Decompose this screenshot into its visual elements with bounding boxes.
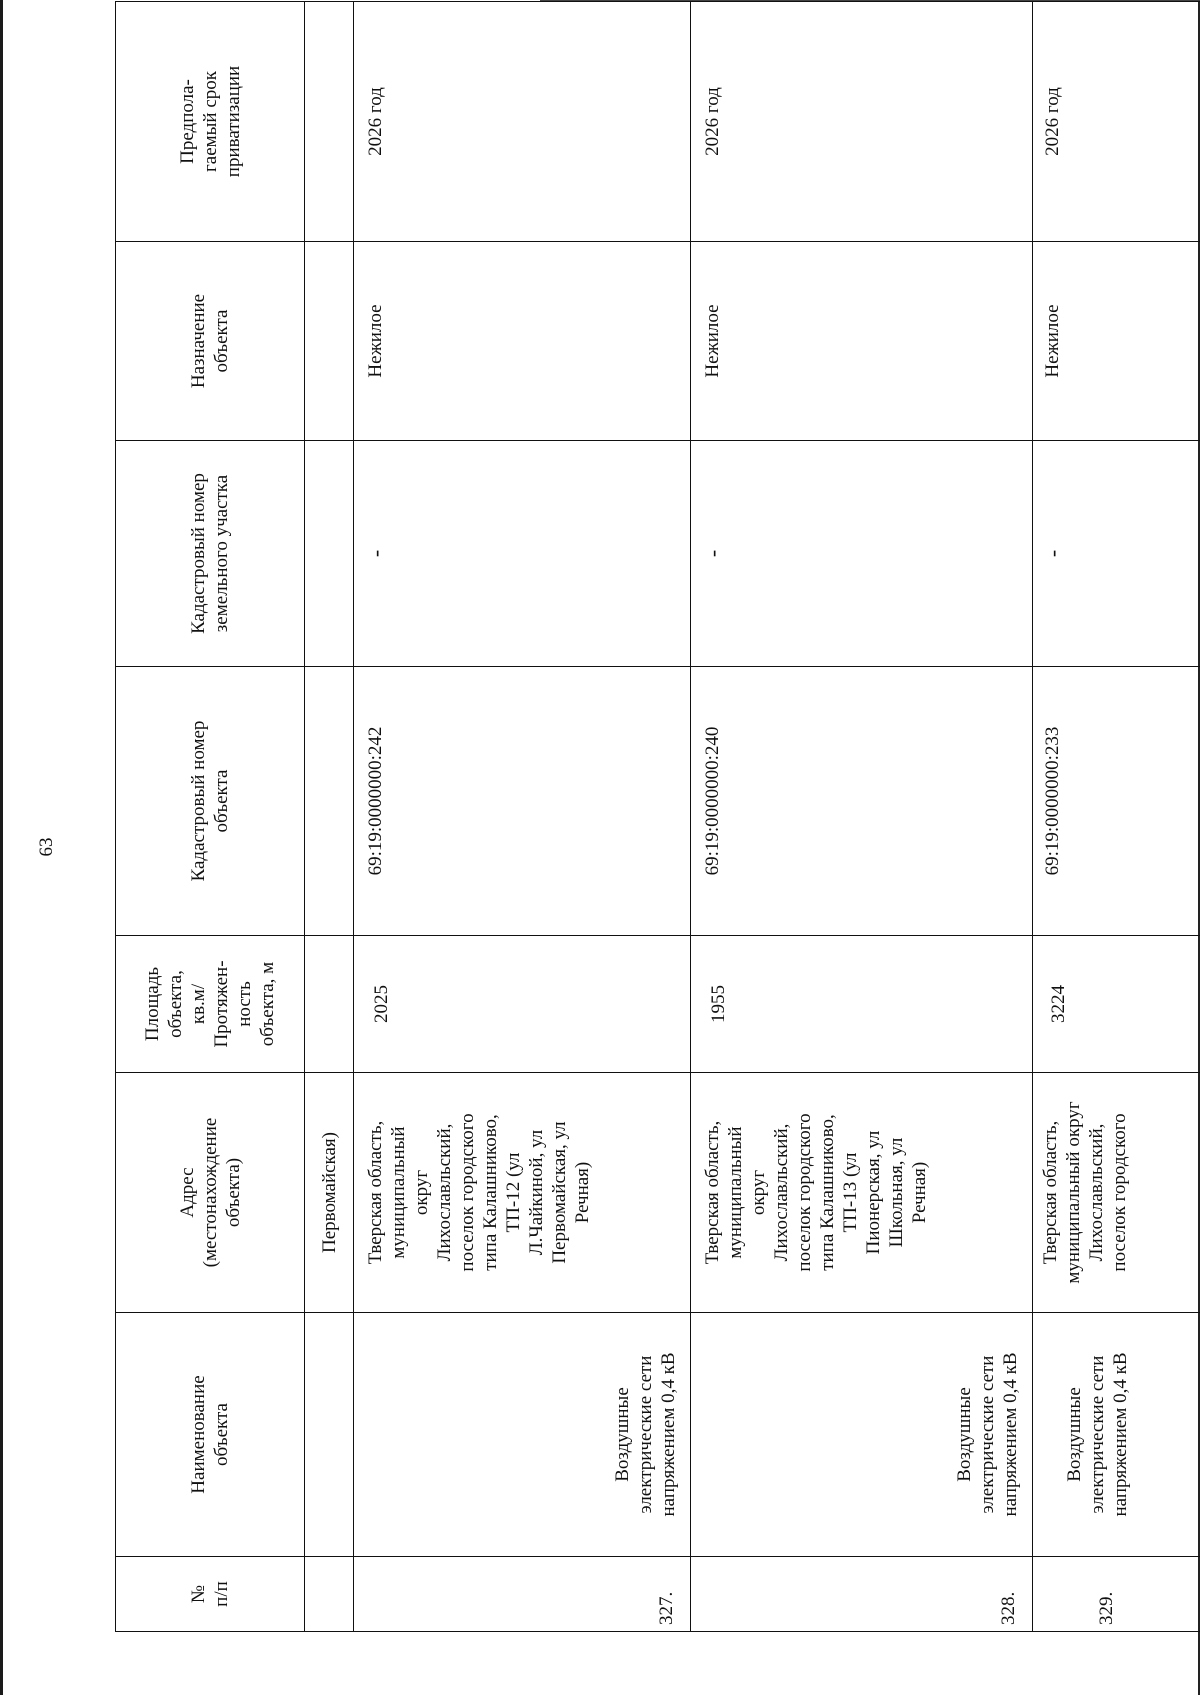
- row-area: 1955: [691, 936, 1033, 1073]
- row-term: 2026 год: [691, 2, 1033, 242]
- table-row: [691, 2, 1033, 1632]
- row-land-cadastral: -: [691, 441, 1033, 667]
- row-num: 329.: [1033, 1557, 1200, 1632]
- row-name: Воздушные электрические сети напряжением 0,4 кВ: [691, 1313, 1033, 1557]
- continuation-cell: [305, 1557, 354, 1632]
- row-term: 2026 год: [354, 2, 691, 242]
- header-name: Наименование объекта: [116, 1313, 305, 1557]
- header-term: Предпола- гаемый срок приватизации: [116, 2, 305, 242]
- continuation-cell: [305, 667, 354, 936]
- row-address: Тверская область, муниципальный округ Лихославльский, поселок городского типа Калашниково, ТП-12 (ул Л.Чайкиной, ул Первомайская, ул Речная): [354, 1073, 691, 1313]
- row-land-cadastral: -: [354, 441, 691, 667]
- continuation-row: [305, 2, 354, 1632]
- header-purpose: Назначение объекта: [116, 242, 305, 441]
- row-term: 2026 год: [1033, 2, 1200, 242]
- continuation-cell: [305, 936, 354, 1073]
- row-purpose: Нежилое: [1033, 242, 1200, 441]
- row-area: 3224: [1033, 936, 1200, 1073]
- row-cadastral: 69:19:0000000:233: [1033, 667, 1200, 936]
- rotated-table-wrapper: [115, 2, 1190, 1632]
- row-address: Тверская область, муниципальный округ Лихославльский, поселок городского: [1033, 1073, 1200, 1313]
- row-cadastral: 69:19:0000000:242: [354, 667, 691, 936]
- row-land-cadastral: -: [1033, 441, 1200, 667]
- table-header-row: [116, 2, 305, 1632]
- header-area: Площадь объекта, кв.м/ Протяжен- ность объекта, м: [116, 936, 305, 1073]
- row-num: 327.: [354, 1557, 691, 1632]
- privatization-table: [115, 1, 1200, 1632]
- row-cadastral: 69:19:0000000:240: [691, 667, 1033, 936]
- table-row: [354, 2, 691, 1632]
- header-land-cadastral: Кадастровый номер земельного участка: [116, 441, 305, 667]
- row-area: 2025: [354, 936, 691, 1073]
- table-row: [1033, 2, 1200, 1632]
- row-purpose: Нежилое: [691, 242, 1033, 441]
- continuation-cell: [305, 2, 354, 242]
- row-num: 328.: [691, 1557, 1033, 1632]
- row-address: Тверская область, муниципальный округ Лихославльский, поселок городского типа Калашниково, ТП-13 (ул Пионерская, ул Школьная, ул Речная): [691, 1073, 1033, 1313]
- header-cadastral: Кадастровый номер объекта: [116, 667, 305, 936]
- row-name: Воздушные электрические сети напряжением 0,4 кВ: [354, 1313, 691, 1557]
- continuation-cell: [305, 242, 354, 441]
- row-purpose: Нежилое: [354, 242, 691, 441]
- continuation-cell: [305, 1313, 354, 1557]
- continuation-cell: [305, 441, 354, 667]
- header-address: Адрес (местонахождение объекта): [116, 1073, 305, 1313]
- scan-edge-left: [0, 0, 3, 1695]
- continuation-address: Первомайская): [305, 1073, 354, 1313]
- row-name: Воздушные электрические сети напряжением 0,4 кВ: [1033, 1313, 1200, 1557]
- page-number: 63: [36, 837, 57, 857]
- header-num: № п/п: [116, 1557, 305, 1632]
